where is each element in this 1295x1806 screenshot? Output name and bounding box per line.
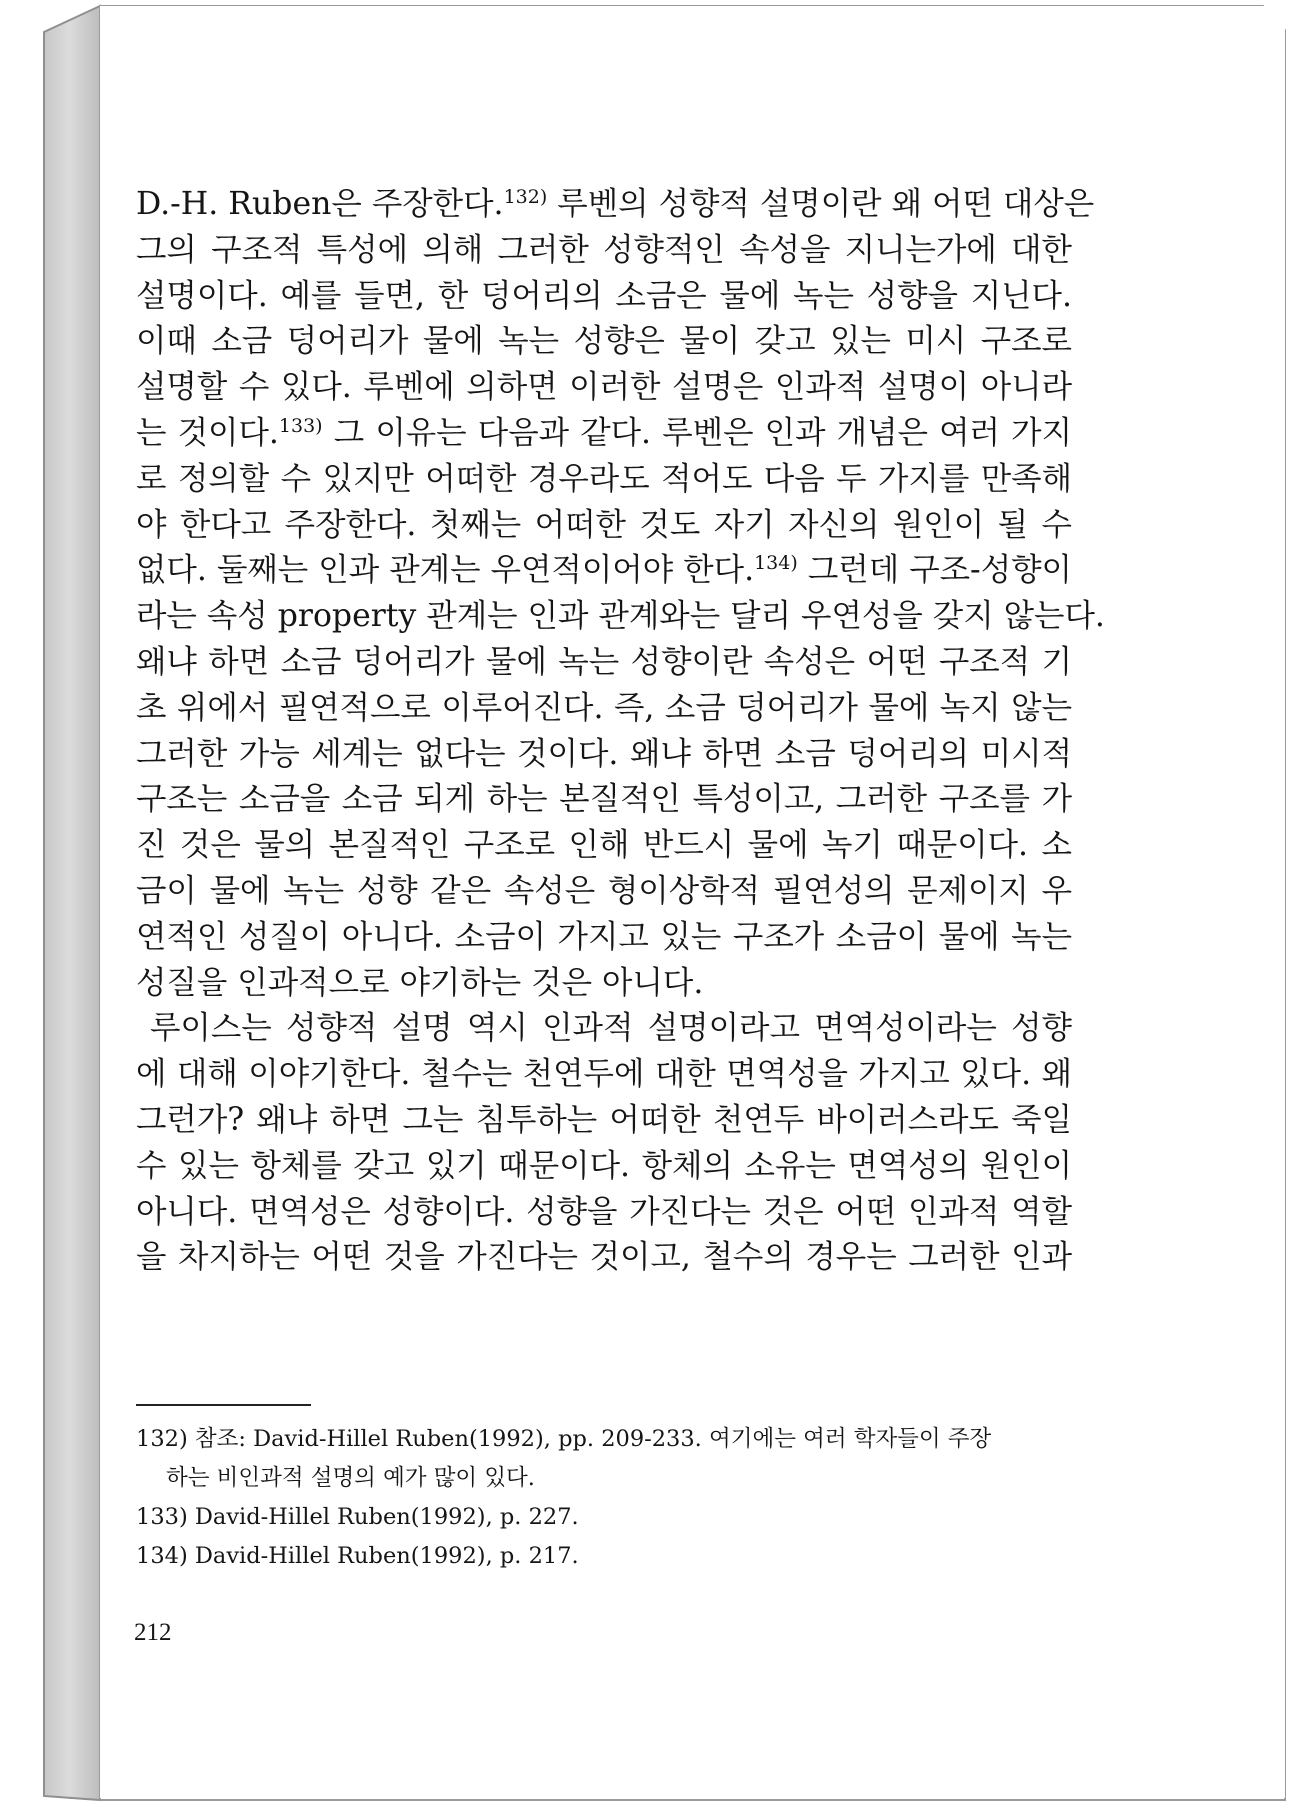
text-line-content: 구조는 소금을 소금 되게 하는 본질적인 특성이고, 그러한 구조를 가 [136,781,1072,818]
text-line-content: 라는 속성 property 관계는 인과 관계와는 달리 우연성을 갖지 않는다. [136,598,1105,635]
text-line [136,365,1072,411]
text-line [136,961,1072,1007]
text-line-content: 야 한다고 주장한다. 첫째는 어떠한 것도 자기 자신의 원인이 될 수 [136,506,1072,543]
text-line-content: 그의 구조적 특성에 의해 그러한 성향적인 속성을 지니는가에 대한 [136,231,1072,268]
text-line-content: 에 대해 이야기한다. 철수는 천연두에 대한 면역성을 가지고 있다. 왜 [136,1056,1072,1093]
text-line-content: 연적인 성질이 아니다. 소금이 가지고 있는 구조가 소금이 물에 녹는 [136,918,1072,955]
text-line [136,319,1072,365]
text-line-content: 왜냐 하면 소금 덩어리가 물에 녹는 성향이란 속성은 어떤 구조적 기 [136,643,1072,680]
text-line [136,686,1072,732]
text-line-content: 설명이다. 예를 들면, 한 덩어리의 소금은 물에 녹는 성향을 지닌다. [136,277,1072,314]
text-line-content: 는 것이다. [136,414,279,451]
footnote-marker: 134) [754,552,798,575]
text-line-content: 그런가? 왜냐 하면 그는 침투하는 어떠한 천연두 바이러스라도 죽일 [136,1101,1072,1138]
footnotes [136,1420,1072,1576]
text-line-content: 없다. 둘째는 인과 관계는 우연적이어야 한다. [136,552,755,589]
text-line-content: 그러한 가능 세계는 없다는 것이다. 왜냐 하면 소금 덩어리의 미시적 [136,735,1072,772]
text-line [136,869,1072,915]
text-line-content: 아니다. 면역성은 성향이다. 성향을 가진다는 것은 어떤 인과적 역할 [136,1193,1072,1230]
footnote-divider [136,1404,311,1406]
footnote-line: 133) David-Hillel Ruben(1992), p. 227. [136,1504,579,1530]
text-line [136,915,1072,961]
page-number: 212 [134,1619,172,1646]
text-line [136,594,1105,640]
text-line [136,640,1072,686]
text-line-continuation: 루벤의 성향적 설명이란 왜 어떤 대상은 [547,186,1095,222]
text-line [136,1190,1072,1236]
footnote-line: 134) David-Hillel Ruben(1992), p. 217. [136,1543,579,1569]
footnote-marker: 132) [503,186,548,208]
body-text [136,182,1105,1281]
text-line-content: 루이스는 성향적 설명 역시 인과적 설명이라고 면역성이라는 성향 [150,1010,1072,1047]
text-line [136,777,1072,823]
text-line-content: 금이 물에 녹는 성향 같은 속성은 형이상학적 필연성의 문제이지 우 [136,872,1072,909]
text-line [136,411,1072,457]
text-line-content: 을 차지하는 어떤 것을 가진다는 것이고, 철수의 경우는 그러한 인과 [136,1239,1072,1276]
text-line [136,823,1072,869]
text-line [136,228,1072,274]
footnote-marker: 133) [278,414,323,437]
text-line-content: 로 정의할 수 있지만 어떠한 경우라도 적어도 다음 두 가지를 만족해 [136,460,1072,497]
text-line [136,457,1072,503]
footnote-line: 하는 비인과적 설명의 예가 많이 있다. [166,1465,535,1491]
text-line-content: 초 위에서 필연적으로 이루어진다. 즉, 소금 덩어리가 물에 녹지 않는 [136,689,1072,726]
text-line [136,548,1072,594]
text-line [136,503,1072,549]
text-line-content: 진 것은 물의 본질적인 구조로 인해 반드시 물에 녹기 때문이다. 소 [136,827,1072,864]
text-line-content: 이때 소금 덩어리가 물에 녹는 성향은 물이 갖고 있는 미시 구조로 [136,323,1072,360]
text-line-content: 성질을 인과적으로 야기하는 것은 아니다. [136,964,704,1001]
text-line [136,732,1072,778]
text-line-content: D.-H. Ruben은 주장한다. [136,186,504,222]
text-line-content: 설명할 수 있다. 루벤에 의하면 이러한 설명은 인과적 설명이 아니라 [136,369,1072,406]
text-line-continuation: 그 이유는 다음과 같다. 루벤은 인과 개념은 여러 가지 [322,414,1072,451]
text-line [136,1235,1072,1281]
text-line [136,1006,1072,1052]
text-line [136,182,1095,228]
text-line [136,274,1072,320]
text-line-content: 수 있는 항체를 갖고 있기 때문이다. 항체의 소유는 면역성의 원인이 [136,1147,1072,1184]
text-line [136,1144,1072,1190]
text-line [136,1098,1072,1144]
text-line [136,1052,1072,1098]
footnote-line: 132) 참조: David-Hillel Ruben(1992), pp. 209-233. 여기에는 여러 학자들이 주장 [136,1426,992,1452]
text-line-continuation: 그런데 구조-성향이 [797,552,1072,589]
